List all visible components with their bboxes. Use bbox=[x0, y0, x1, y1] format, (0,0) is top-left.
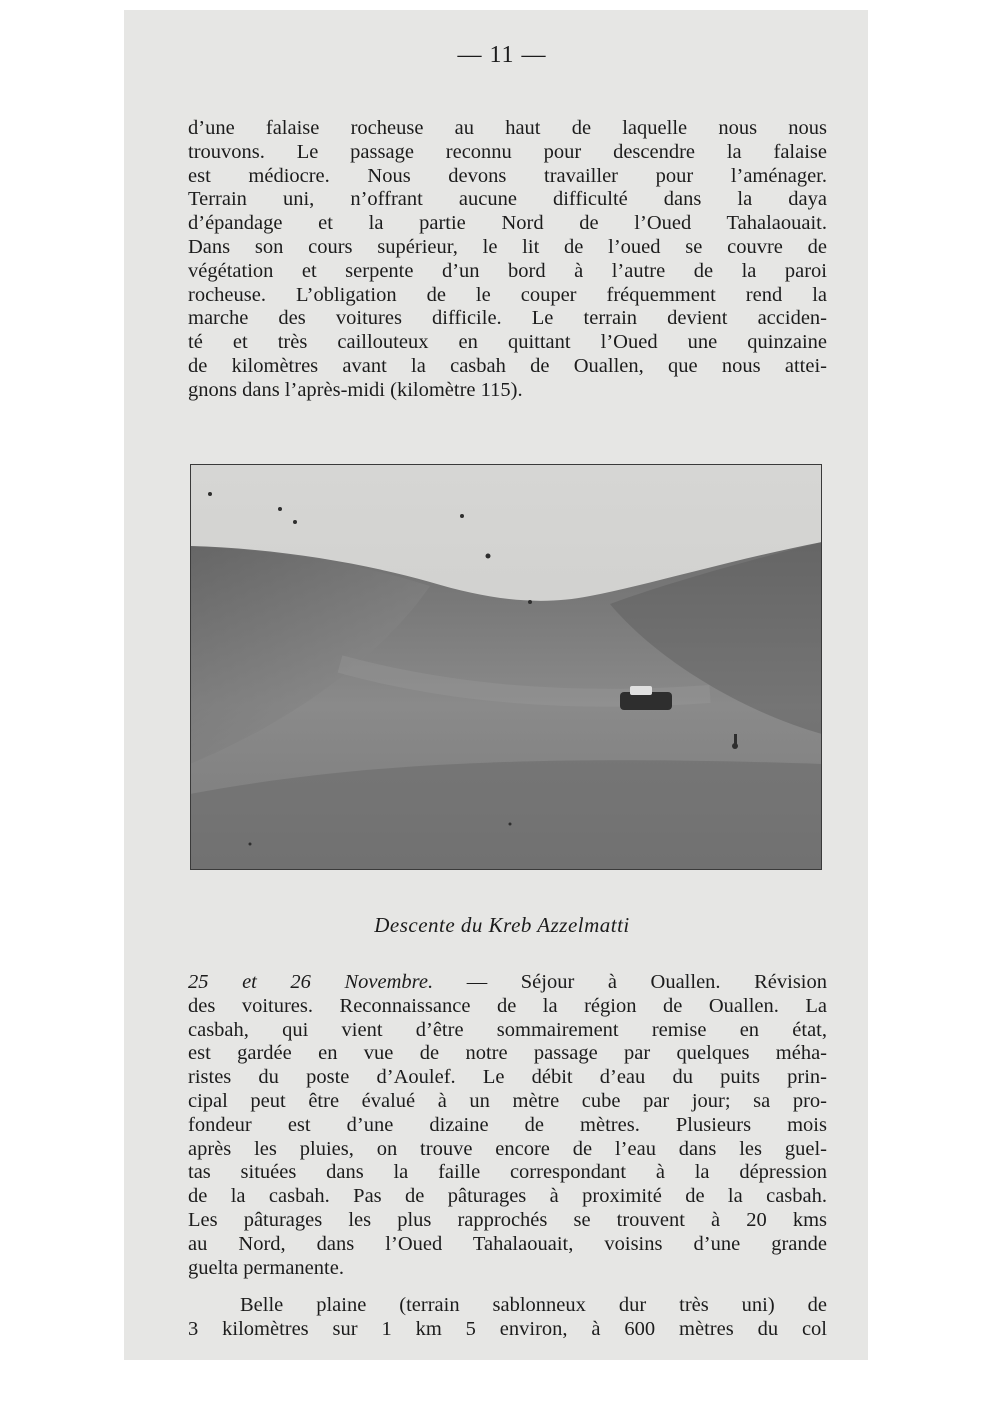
entry-date: 25 et 26 Novembre. bbox=[188, 971, 434, 993]
text-line: Dans son cours supérieur, le lit de l’oued se couvre de bbox=[188, 235, 827, 258]
paragraph-1 bbox=[188, 117, 827, 403]
figure-caption: Descente du Kreb Azzelmatti bbox=[374, 913, 630, 937]
text-line: gnons dans l’après-midi (kilomètre 115). bbox=[188, 378, 523, 401]
text-line: Belle plaine (terrain sablonneux dur très uni) de bbox=[240, 1294, 827, 1316]
text-line: trouvons. Le passage reconnu pour descendre la falaise bbox=[188, 140, 827, 163]
text-line: rocheuse. L’obligation de le couper fréquemment rend la bbox=[188, 283, 827, 306]
text-line: cipal peut être évalué à un mètre cube par jour; sa pro- bbox=[188, 1089, 827, 1112]
paragraph-2 bbox=[188, 971, 827, 1280]
text-line: de la casbah. Pas de pâturages à proximité de la casbah. bbox=[188, 1185, 827, 1208]
text-line: casbah, qui vient d’être sommairement remise en état, bbox=[188, 1018, 827, 1041]
text-line: fondeur est d’une dizaine de mètres. Plusieurs mois bbox=[188, 1113, 827, 1136]
text-line: au Nord, dans l’Oued Tahalaouait, voisins d’une grande bbox=[188, 1232, 827, 1255]
text-line: guelta permanente. bbox=[188, 1256, 344, 1279]
desert-valley-photo bbox=[190, 464, 822, 870]
text-line: est gardée en vue de notre passage par quelques méha- bbox=[188, 1042, 827, 1065]
text-line: végétation et serpente d’un bord à l’autre de la paroi bbox=[188, 259, 827, 282]
text-line: d’une falaise rocheuse au haut de laquelle nous nous bbox=[188, 117, 827, 139]
text-line: 3 kilomètres sur 1 km 5 environ, à 600 mètres du col bbox=[188, 1317, 827, 1340]
text-line: té et très caillouteux en quittant l’Oued une quinzaine bbox=[188, 331, 827, 354]
text-line: après les pluies, on trouve encore de l’eau dans les guel- bbox=[188, 1137, 827, 1160]
text-line: tas situées dans la faille correspondant à la dépression bbox=[188, 1161, 827, 1184]
text-line: marche des voitures difficile. Le terrain devient acciden- bbox=[188, 307, 827, 330]
text-line: est médiocre. Nous devons travailler pour l’aménager. bbox=[188, 164, 827, 187]
text-line: ristes du poste d’Aoulef. Le débit d’eau du puits prin- bbox=[188, 1066, 827, 1089]
text-line: Terrain uni, n’offrant aucune difficulté dans la daya bbox=[188, 188, 827, 211]
text-line: des voitures. Reconnaissance de la région de Ouallen. La bbox=[188, 994, 827, 1017]
text-line: de kilomètres avant la casbah de Ouallen, que nous attei- bbox=[188, 354, 827, 377]
text-line: d’épandage et la partie Nord de l’Oued Tahalaouait. bbox=[188, 212, 827, 235]
page-number: — 11 — bbox=[457, 42, 547, 68]
paragraph-3 bbox=[188, 1294, 827, 1342]
text-line bbox=[188, 971, 827, 995]
text-line: Les pâturages les plus rapprochés se trouvent à 20 kms bbox=[188, 1208, 827, 1231]
text-run: — Séjour à Ouallen. Révision bbox=[433, 971, 827, 993]
